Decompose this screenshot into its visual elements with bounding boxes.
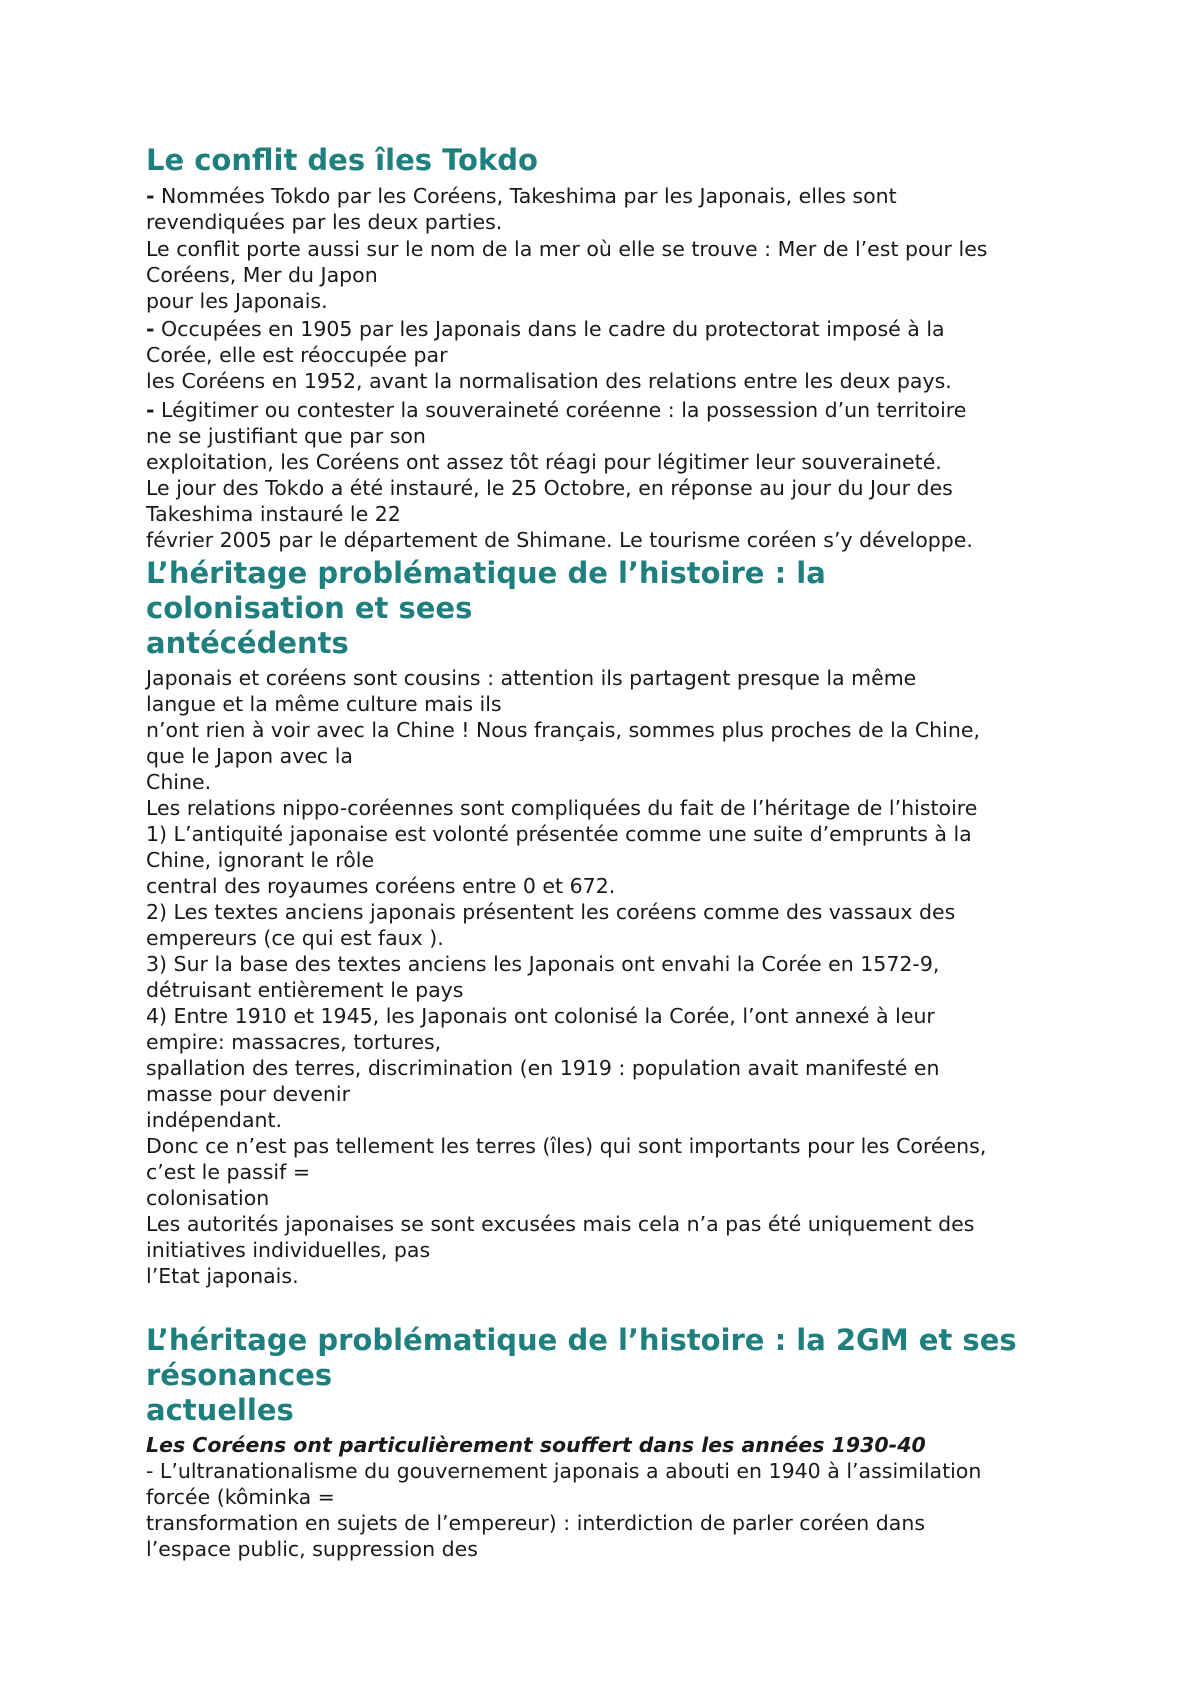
text-line: langue et la même culture mais ils xyxy=(146,692,502,716)
text-line: Japonais et coréens sont cousins : attention ils partagent presque la même xyxy=(146,666,917,690)
text-line: détruisant entièrement le pays xyxy=(146,978,464,1002)
text-line: 3) Sur la base des textes anciens les Japonais ont envahi la Corée en 1572-9, xyxy=(146,952,940,976)
text-line: Corée, elle est réoccupée par xyxy=(146,343,448,367)
text-line: ne se justifiant que par son xyxy=(146,424,426,448)
text-line: Coréens, Mer du Japon xyxy=(146,263,378,287)
text-line: Les relations nippo-coréennes sont compliquées du fait de l’héritage de l’histoire xyxy=(146,796,978,820)
text-line: Takeshima instauré le 22 xyxy=(146,502,401,526)
text-line: pour les Japonais. xyxy=(146,289,328,313)
text-line: initiatives individuelles, pas xyxy=(146,1238,431,1262)
text-line: les Coréens en 1952, avant la normalisation des relations entre les deux pays. xyxy=(146,369,952,393)
text-line: l’espace public, suppression des xyxy=(146,1537,478,1561)
text-line: 4) Entre 1910 et 1945, les Japonais ont colonisé la Corée, l’ont annexé à leur xyxy=(146,1004,935,1028)
text-line: central des royaumes coréens entre 0 et 672. xyxy=(146,874,616,898)
text-line: Le jour des Tokdo a été instauré, le 25 Octobre, en réponse au jour du Jour des xyxy=(146,476,953,500)
bullet-dash: - xyxy=(146,184,155,208)
text-line: - Légitimer ou contester la souveraineté coréenne : la possession d’un territoire xyxy=(146,398,967,422)
heading-colonisation-3: antécédents xyxy=(146,626,349,660)
text-line: Chine, ignorant le rôle xyxy=(146,848,375,872)
bullet-dash: - xyxy=(146,398,155,422)
heading-2gm-2: résonances xyxy=(146,1358,333,1392)
text-line: - Occupées en 1905 par les Japonais dans le cadre du protectorat imposé à la xyxy=(146,317,945,341)
text-line: Chine. xyxy=(146,770,212,794)
heading-2gm-3: actuelles xyxy=(146,1393,294,1427)
text-line: que le Japon avec la xyxy=(146,744,353,768)
text-line: spallation des terres, discrimination (en 1919 : population avait manifesté en xyxy=(146,1056,940,1080)
text-line: empereurs (ce qui est faux ). xyxy=(146,926,444,950)
heading-tokdo: Le conflit des îles Tokdo xyxy=(146,143,538,177)
text-line: Le conflit porte aussi sur le nom de la mer où elle se trouve : Mer de l’est pour les xyxy=(146,237,988,261)
text-line: 1) L’antiquité japonaise est volonté présentée comme une suite d’emprunts à la xyxy=(146,822,972,846)
text-line: 2) Les textes anciens japonais présentent les coréens comme des vassaux des xyxy=(146,900,956,924)
text-line: transformation en sujets de l’empereur) : interdiction de parler coréen dans xyxy=(146,1511,926,1535)
text-line: c’est le passif = xyxy=(146,1160,310,1184)
text-line: colonisation xyxy=(146,1186,270,1210)
heading-colonisation-1: L’héritage problématique de l’histoire : la xyxy=(146,556,826,590)
text-line: indépendant. xyxy=(146,1108,283,1132)
text-line: masse pour devenir xyxy=(146,1082,350,1106)
subheading-annees-1930-40: Les Coréens ont particulièrement souffert dans les années 1930-40 xyxy=(146,1433,926,1457)
text-line: exploitation, les Coréens ont assez tôt réagi pour légitimer leur souveraineté. xyxy=(146,450,942,474)
heading-2gm-1: L’héritage problématique de l’histoire : la 2GM et ses xyxy=(146,1323,1017,1357)
text-line: Donc ce n’est pas tellement les terres (îles) qui sont importants pour les Coréens, xyxy=(146,1134,987,1158)
text-line: février 2005 par le département de Shimane. Le tourisme coréen s’y développe. xyxy=(146,528,973,552)
text-line: revendiquées par les deux parties. xyxy=(146,210,503,234)
bullet-dash: - xyxy=(146,317,155,341)
text-line: forcée (kôminka = xyxy=(146,1485,335,1509)
text-line: Les autorités japonaises se sont excusées mais cela n’a pas été uniquement des xyxy=(146,1212,975,1236)
text-line: - Nommées Tokdo par les Coréens, Takeshima par les Japonais, elles sont xyxy=(146,184,897,208)
heading-colonisation-2: colonisation et sees xyxy=(146,591,473,625)
text-line: l’Etat japonais. xyxy=(146,1264,299,1288)
text-line: n’ont rien à voir avec la Chine ! Nous français, sommes plus proches de la Chine, xyxy=(146,718,980,742)
text-line: empire: massacres, tortures, xyxy=(146,1030,442,1054)
text-line: - L’ultranationalisme du gouvernement japonais a abouti en 1940 à l’assimilation xyxy=(146,1459,982,1483)
